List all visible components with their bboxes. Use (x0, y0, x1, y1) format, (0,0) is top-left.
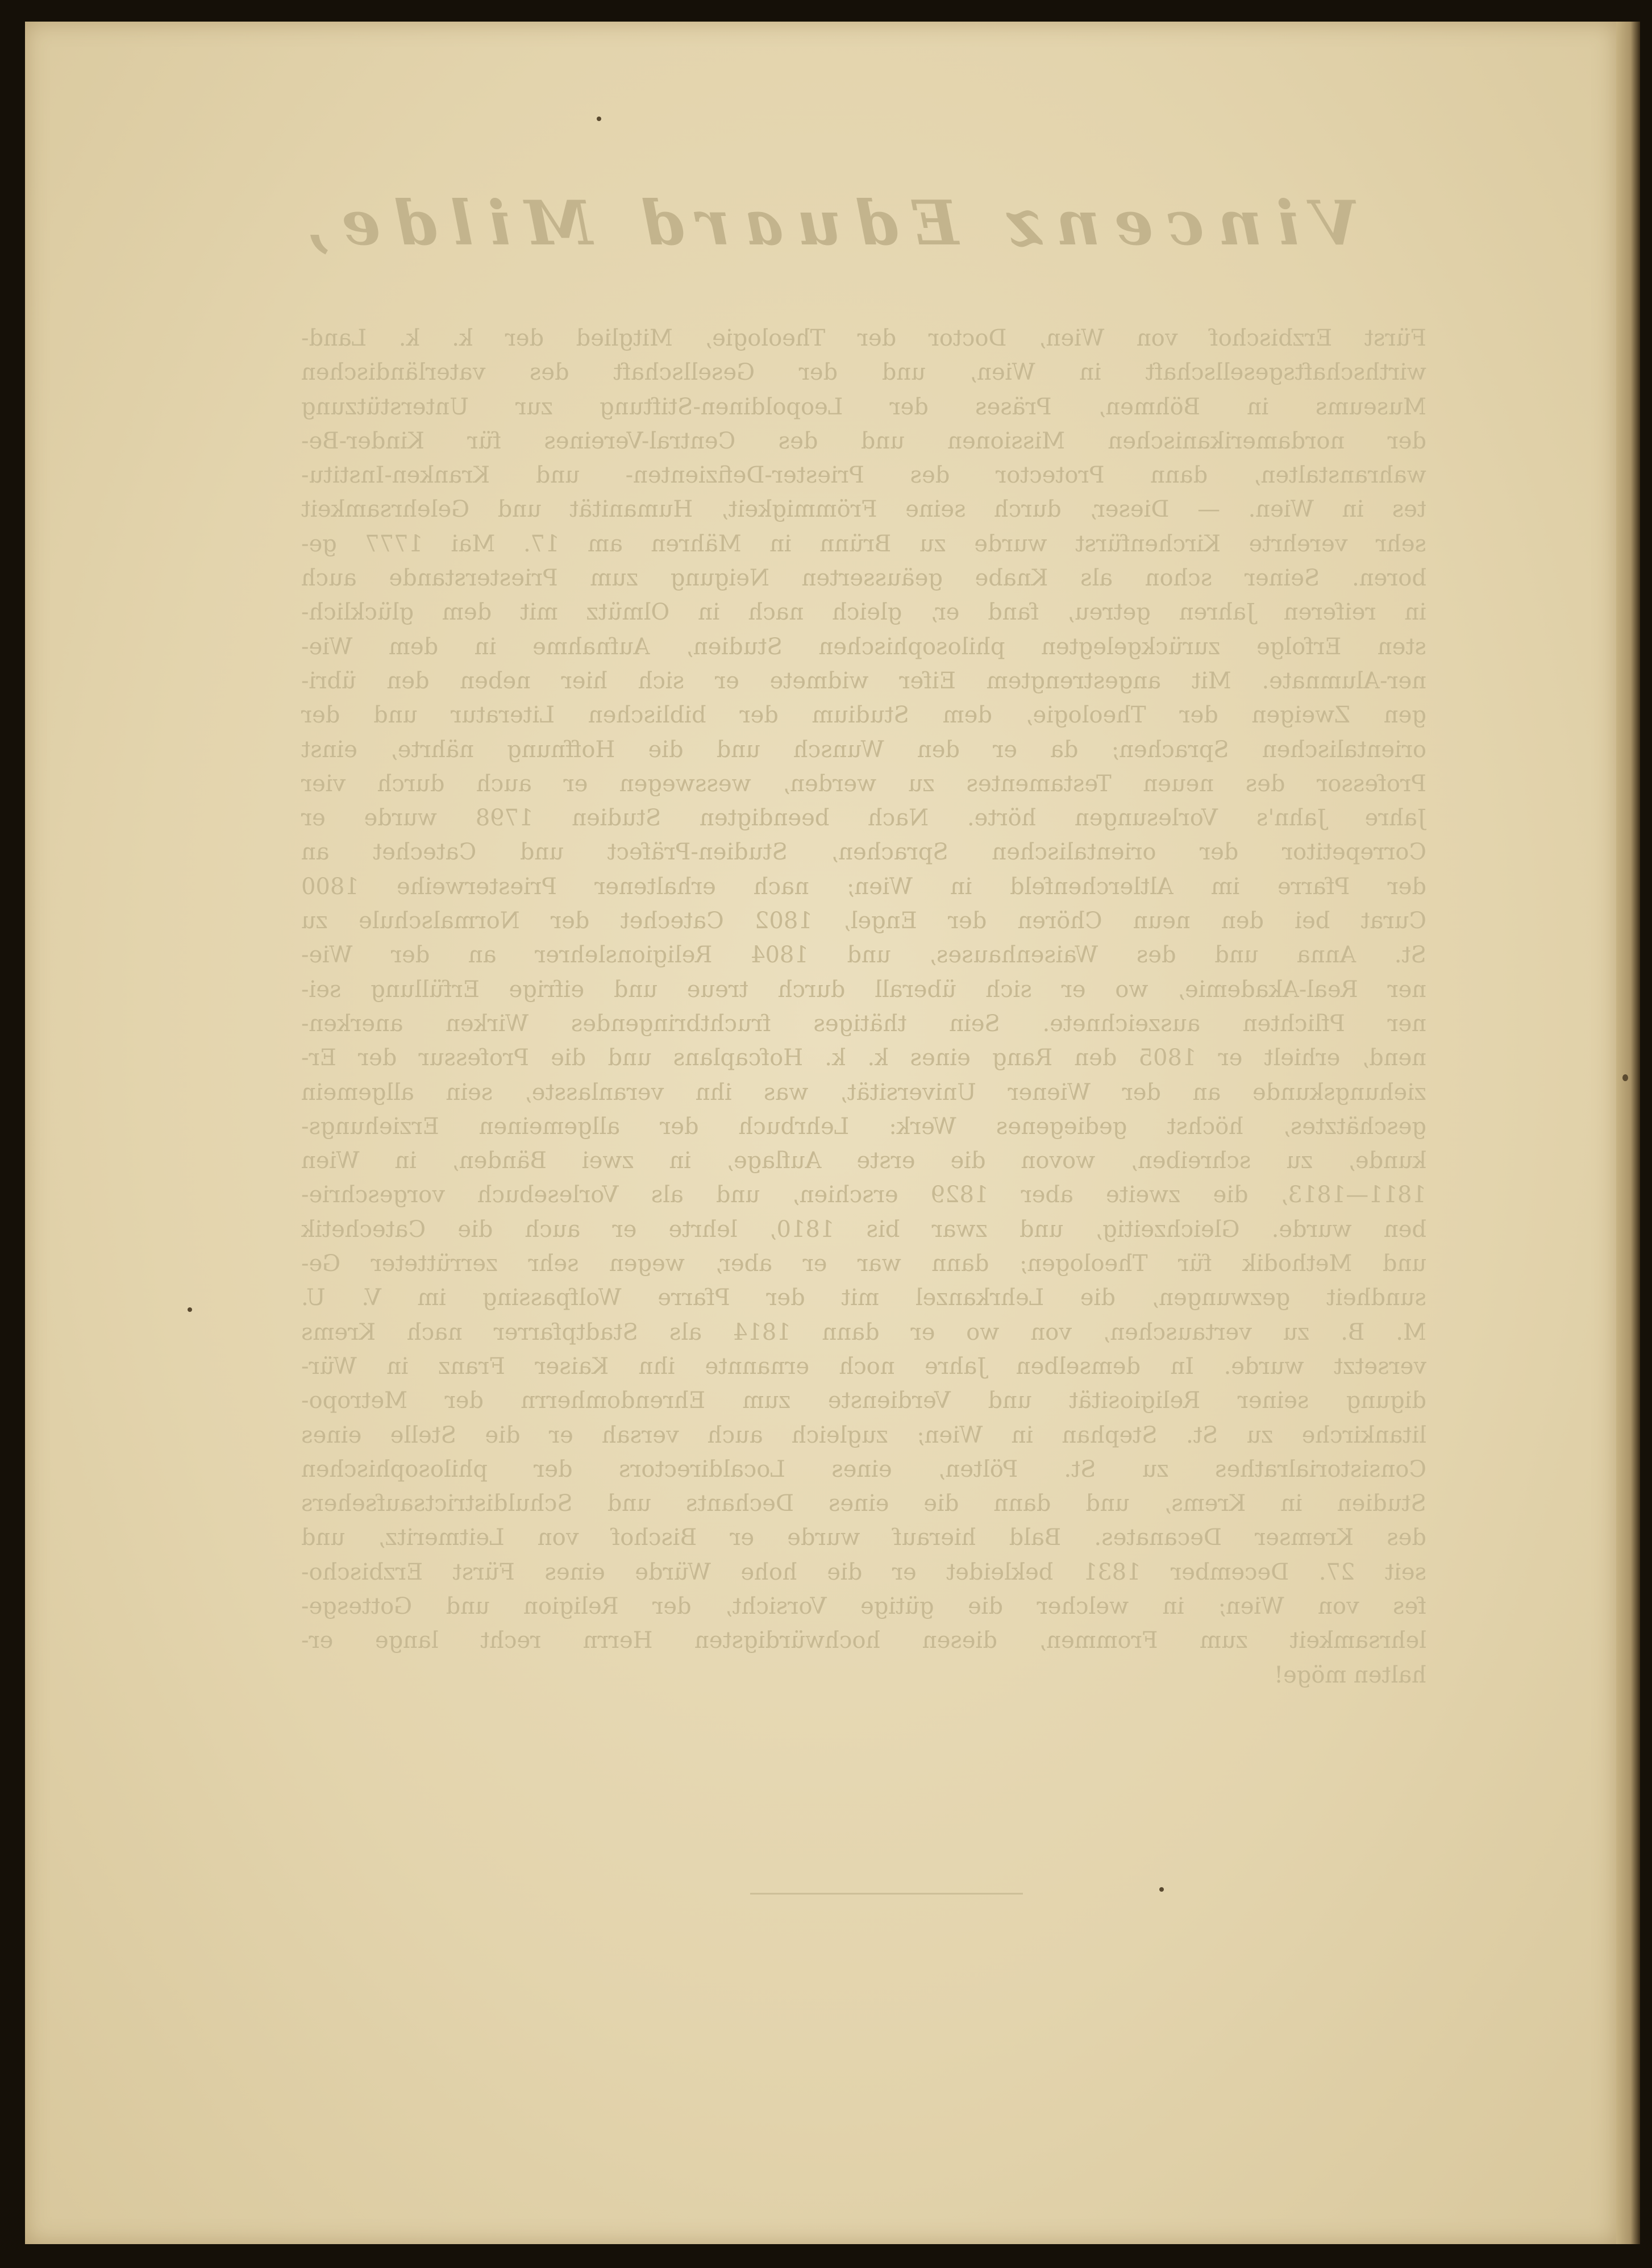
text-line: wahranstalten, dann Protector des Priester-Defizienten- und Kranken-Institu- (301, 462, 1426, 489)
text-line: Consistorialrathes zu St. Pölten, eines Localdirectors der philosophischen (301, 1456, 1426, 1482)
text-line: der nordamerikanischen Missionen und des Central-Vereines für Kinder-Be- (301, 427, 1426, 454)
text-line: versetzt wurde. In demselben Jahre noch ernannte ihn Kaiser Franz in Wür- (301, 1353, 1426, 1380)
text-line: Professor des neuen Testamentes zu werden, wesswegen er auch durch vier (301, 770, 1426, 797)
page-edge (1616, 22, 1640, 2244)
text-line: Curat bei den neun Chören der Engel, 1802 Catechet der Normalschule zu (301, 908, 1426, 934)
text-line: in reiferen Jahren getreu, fand er, gleich nach in Olmütz mit dem glücklich- (301, 599, 1426, 626)
text-line: der Pfarre im Altlerchenfeld in Wien; nach erhaltener Priesterweihe 1800 (301, 873, 1426, 900)
text-line: Fürst Erzbischof von Wien, Doctor der Theologie, Mitglied der k. k. Land- (301, 325, 1426, 351)
text-line: des Kremser Decanates. Bald hierauf wurde er Bischof von Leitmeritz, und (301, 1525, 1426, 1551)
paper-speck (1159, 1887, 1164, 1892)
text-line: gen Zweigen der Theologie, dem Studium der biblischen Literatur und der (301, 702, 1426, 729)
body-text (301, 321, 1426, 1692)
text-line: ner Pflichten auszeichnete. Sein thätiges fruchtbringendes Wirken anerken- (301, 1010, 1426, 1037)
text-line: sundheit gezwungen, die Lehrkanzel mit der Pfarre Wolfpassing im V. U. (301, 1285, 1426, 1311)
text-line: und Methodik für Theologen; dann war er aber, wegen sehr zerrütteter Ge- (301, 1251, 1426, 1277)
text-line: ben wurde. Gleichzeitig, und zwar bis 1810, lehrte er auch die Catechetik (301, 1216, 1426, 1243)
text-line: kunde, zu schreiben, wovon die erste Auflage, in zwei Bänden, in Wien (301, 1148, 1426, 1174)
page-title: Vincenz Eduard Milde, (292, 188, 1360, 259)
text-line: boren. Seiner schon als Knabe geäusserten Neigung zum Priesterstande auch (301, 565, 1426, 592)
text-line: fes von Wien; in welcher die gütige Vorsicht, der Religion und Gottesge- (301, 1593, 1426, 1619)
paper-speck (1622, 1074, 1628, 1081)
text-line: ziehungskunde an der Wiener Universität, was ihn veranlasste, sein allgemein (301, 1079, 1426, 1106)
text-line: seit 27. December 1831 bekleidet er die hohe Würde eines Fürst Erzbischo- (301, 1559, 1426, 1585)
text-line: halten möge! (1274, 1661, 1426, 1688)
text-line: 1811—1813, die zweite aber 1829 erschien, und als Vorlesebuch vorgeschrie- (301, 1182, 1426, 1208)
paper-speck (597, 117, 601, 121)
text-line: ner Real-Akademie, wo er sich überall durch treue und eifrige Erfüllung sei- (301, 976, 1426, 1003)
text-line: M. B. zu vertauschen, von wo er dann 1814 als Stadtpfarrer nach Krems (301, 1319, 1426, 1345)
closing-rule (750, 1893, 1023, 1895)
text-line: lehrsamkeit zum Frommen, diesen hochwürdigsten Herrn recht lange er- (301, 1627, 1426, 1654)
paper-speck (188, 1307, 192, 1312)
text-line: Museums in Böhmen, Präses der Leopoldinen-Stiftung zur Unterstützung (301, 393, 1426, 420)
text-line: litankirche zu St. Stephan in Wien; zugleich auch versah er die Stelle eines (301, 1422, 1426, 1448)
text-line: wirthschaftsgesellschaft in Wien, und der Gesellschaft des vaterländischen (301, 359, 1426, 386)
text-line: tes in Wien. — Dieser, durch seine Frömmigkeit, Humanität und Gelehrsamkeit (301, 496, 1426, 523)
text-line: Jahre Jahn's Vorlesungen hörte. Nach beendigten Studien 1798 wurde er (301, 805, 1426, 832)
text-line: orientalischen Sprachen; da er den Wunsch und die Hoffnung nährte, einst (301, 736, 1426, 763)
text-line: ner-Alumnate. Mit angestrengtem Eifer widmete er sich hier neben den übri- (301, 667, 1426, 694)
text-line: Studien in Krems, und dann die eines Dechants und Schuldistrictsaufsehers (301, 1490, 1426, 1517)
text-line: sehr verehrte Kirchenfürst wurde zu Brünn in Mähren am 17. Mai 1777 ge- (301, 530, 1426, 557)
text-line: nend, erhielt er 1805 den Rang eines k. k. Hofcaplans und die Professur der Er- (301, 1045, 1426, 1071)
text-line: digung seiner Religiosität und Verdienste zum Ehrendomherrn der Metropo- (301, 1388, 1426, 1414)
text-line: geschätztes, höchst gediegenes Werk: Lehrbuch der allgemeinen Erziehungs- (301, 1113, 1426, 1140)
text-line: Correpetitor der orientalischen Sprachen, Studien-Präfect und Catechet an (301, 839, 1426, 866)
text-line: St. Anna und des Waisenhauses, und 1804 Religionslehrer an der Wie- (301, 942, 1426, 969)
text-line: sten Erfolge zurückgelegten philosophischen Studien, Aufnahme in dem Wie- (301, 633, 1426, 660)
